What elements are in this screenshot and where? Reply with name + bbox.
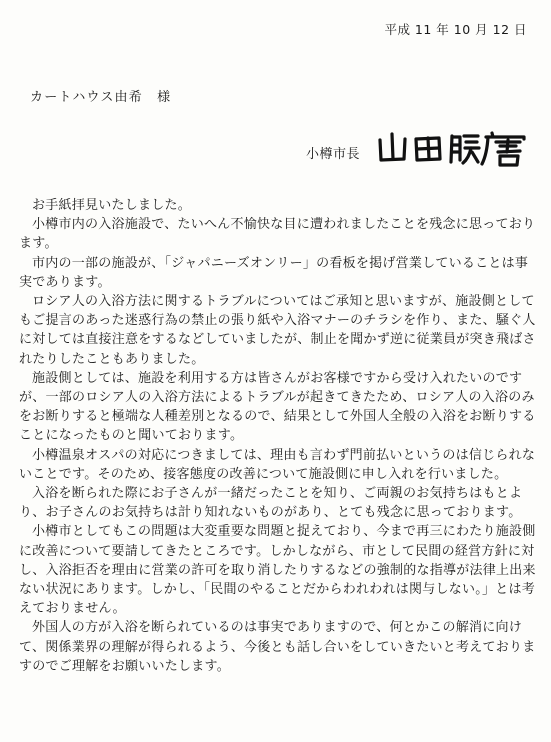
letter-paragraph: 入浴を断られた際にお子さんが一緒だったことを知り、ご両親のお気持ちはもとより、お子さんのお気持ちは計り知れないものがあり、とても残念に思っております。 xyxy=(19,486,523,521)
letter-paragraph: 市内の一部の施設が、「ジャパニーズオンリー」の看板を掲げ営業していることは事実であります。 xyxy=(19,255,529,290)
letter-recipient: カートハウス由希 様 xyxy=(30,90,172,105)
letter-paragraph: 小樽温泉オスパの対応につきましては、理由も言わず門前払いというのは信じられないことです。そのため、接客態度の改善について施設側に申し入れを行いました。 xyxy=(19,447,536,482)
sender-title: 小樽市長 xyxy=(306,147,361,162)
letter-sender xyxy=(306,128,534,168)
letter-date: 平成 11 年 10 月 12 日 xyxy=(384,22,527,37)
letter-paragraph: ロシア人の入浴方法に関するトラブルについてはご承知と思いますが、施設側としてもご提言のあった迷惑行為の禁止の張り紙や入浴マナーのチラシを作り、また、騒ぐ人に対しては直接注意をするなどしていましたが、制止を聞かず逆に従業員が突き飛ばされたりしたこともありました。 xyxy=(19,294,536,367)
letter-paragraph: 小樽市内の入浴施設で、たいへん不愉快な目に遭われましたことを残念に思っております。 xyxy=(19,217,536,252)
letter-body xyxy=(19,196,537,676)
letter-paragraph: お手紙拝見いたしました。 xyxy=(32,198,192,213)
letter-paragraph: 施設側としては、施設を利用する方は皆さんがお客様ですから受け入れたいのですが、一部のロシア人の入浴方法によるトラブルが起きてきたため、ロシア人の入浴のみをお断りすると極端な人種差別となるので、結果として外国人全般の入浴をお断りすることになったものと聞いております。 xyxy=(19,370,536,444)
letter-paragraph: 小樽市としてもこの問題は大変重要な問題と捉えており、今まで再三にわたり施設側に改善について要請してきたところです。しかしながら、市として民間の経営方針に対し、入浴拒否を理由に営業の許可を取り消したりするなどの強制的な指導が法律上出来ない状況にあります。しかし、「民間のやることだからわれわれは関与しない。」とは考えておりません。 xyxy=(19,524,536,617)
handwritten-signature xyxy=(374,128,534,168)
letter-paragraph: 外国人の方が入浴を断られているのは事実でありますので、何とかこの解消に向けて、関係業界の理解が得られるよう、今後とも話し合いをしていきたいと考えておりますのでご理解をお願いいたします。 xyxy=(19,620,536,674)
